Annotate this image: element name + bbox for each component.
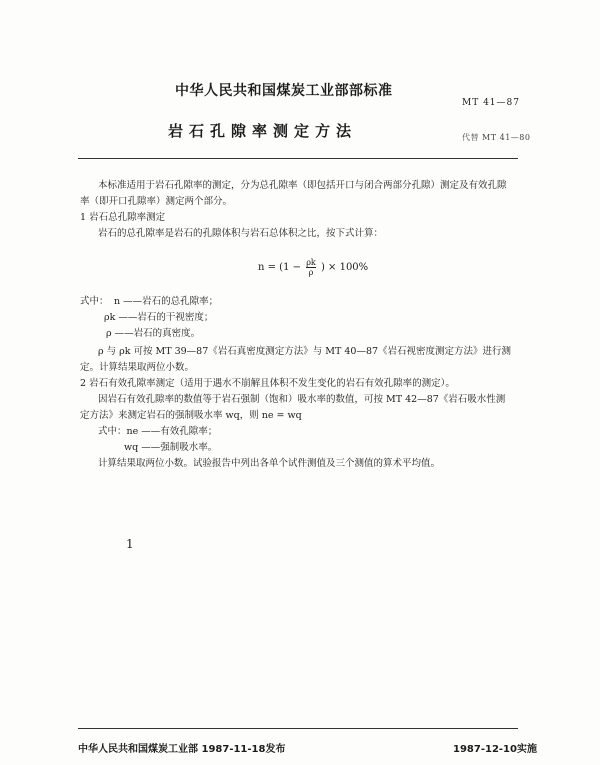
section-1-note-line-1: ρ 与 ρk 可按 MT 39—87《岩石真密度测定方法》与 MT 40—87《岩石视密度测定方法》进行测 [98,346,512,357]
page-mark: 1 [126,537,134,551]
formula-denominator: ρ [306,267,316,277]
header-divider [78,158,518,159]
intro-line-2: 率（即开口孔隙率）测定两个部分。 [80,196,233,207]
section-2-heading: 2 岩石有效孔隙率测定（适用于遇水不崩解且体积不发生变化的岩石有效孔隙率的测定）。 [80,378,455,389]
replaces-standard: 代替 MT 41—80 [462,133,531,142]
where-ne: 式中：ne ——有效孔隙率； [98,426,218,437]
footer-divider [78,728,518,729]
where-rho-k: ρk ——岩石的干视密度； [104,312,214,323]
section-2-line-1: 因岩石有效孔隙率的数值等于岩石强制（饱和）吸水率的数值，可按 MT 42—87《岩石吸水性测 [98,394,506,405]
section-2-note: 计算结果取两位小数。试验报告中列出各单个试件测值及三个测值的算术平均值。 [98,458,441,469]
standard-code: MT 41—87 [462,98,520,108]
where-label: 式中： [80,296,109,307]
intro-line-1: 本标准适用于岩石孔隙率的测定，分为总孔隙率（即包括开口与闭合两部分孔隙）测定及有效孔隙 [98,180,507,191]
formula-lhs: n = (1 − [258,262,301,273]
issuing-organization: 中华人民共和国煤炭工业部部标准 [175,83,393,99]
formula-numerator: ρk [306,258,316,267]
formula-rhs: ) × 100% [320,262,369,273]
section-1-note-line-2: 定。计算结果取两位小数。 [80,362,195,373]
total-porosity-formula [258,258,368,277]
where-rho: ρ ——岩石的真密度。 [106,328,201,339]
section-2-line-2: 定方法》来测定岩石的强制吸水率 wq，则 ne = wq [80,410,302,421]
where-wq: wq ——强制吸水率。 [124,442,218,453]
where-n: n ——岩石的总孔隙率； [114,296,219,307]
document-title: 岩石孔隙率测定方法 [168,122,358,140]
formula-fraction [306,258,316,277]
effective-date: 1987-12-10实施 [453,744,537,755]
issue-date: 中华人民共和国煤炭工业部 1987-11-18发布 [78,744,286,755]
section-1-heading: 1 岩石总孔隙率测定 [80,212,166,223]
section-1-text: 岩石的总孔隙率是岩石的孔隙体积与岩石总体积之比，按下式计算： [98,228,384,239]
